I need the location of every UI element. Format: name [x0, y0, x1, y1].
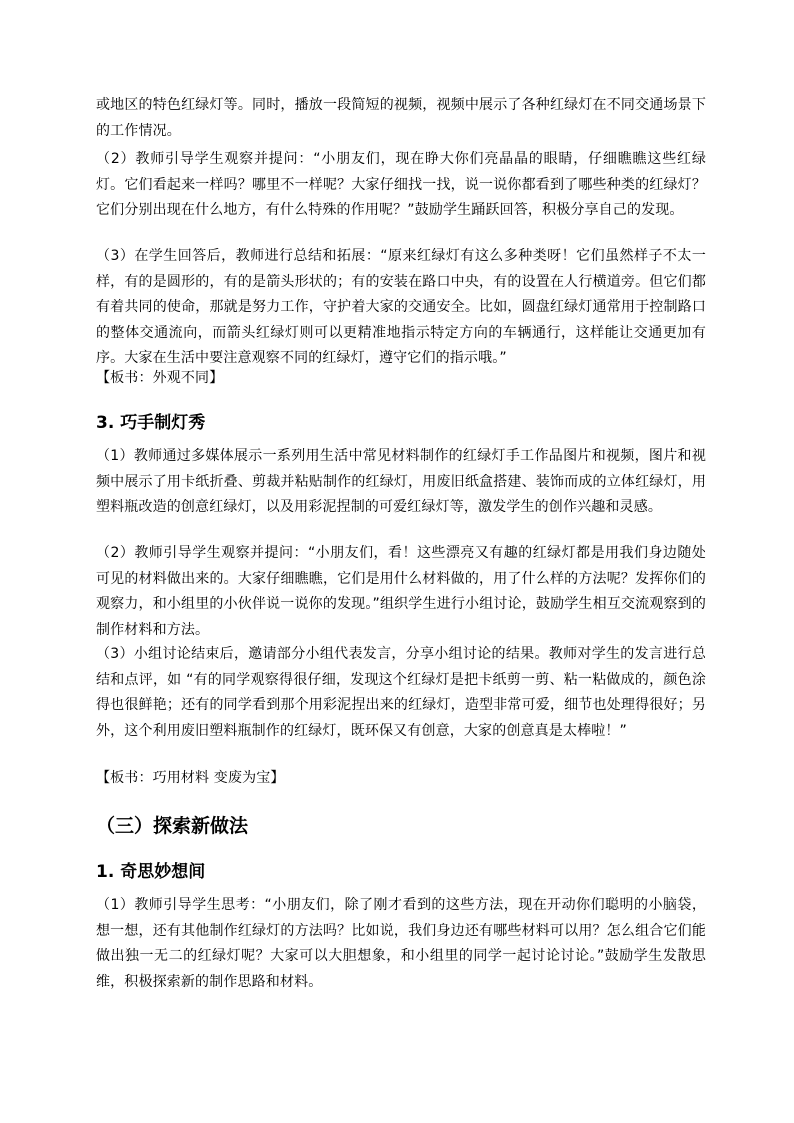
craft-display-paragraph: （1）教师通过多媒体展示一系列用生活中常见材料制作的红绿灯手工作品图片和视频，图片和视频中展示了用卡纸折叠、剪裁并粘贴制作的红绿灯，用废旧纸盒搭建、装饰而成的立体红绿灯，用塑料瓶改造的创意红绿灯，以及用彩泥捏制的可爱红绿灯等，激发学生的创作兴趣和灵感。	[96, 448, 706, 515]
imagination-paragraph: （1）教师引导学生思考：“小朋友们，除了刚才看到的这些方法，现在开动你们聪明的小脑袋，想一想，还有其他制作红绿灯的方法吗？比如说，我们身边还有哪些材料可以用？怎么组合它们能做出独一无二的红绿灯呢？大家可以大胆想象，和小组里的同学一起讨论讨论。”鼓励学生发散思维，积极探索新的制作思路和材料。	[96, 897, 706, 990]
observe-question-paragraph: （2）教师引导学生观察并提问：“小朋友们，现在睁大你们亮晶晶的眼睛，仔细瞧瞧这些红绿灯。它们看起来一样吗？哪里不一样呢？大家仔细找一找，说一说你都看到了哪些种类的红绿灯？它们分别出现在什么地方，有什么特殊的作用呢？”鼓励学生踊跃回答，积极分享自己的发现。	[96, 151, 706, 218]
group-share-paragraph: （3）小组讨论结束后，邀请部分小组代表发言，分享小组讨论的结果。教师对学生的发言进行总结和点评，如 “有的同学观察得很仔细，发现这个红绿灯是把卡纸剪一剪、粘一粘做成的，颜色涂得也很鲜艳；还有的同学看到那个用彩泥捏出来的红绿灯，造型非常可爱，细节也处理得很好；另外，这个利用废旧塑料瓶制作的红绿灯，既环保又有创意，大家的创意真是太棒啦！”	[96, 646, 706, 739]
teacher-summary-paragraph: （3）在学生回答后，教师进行总结和拓展：“原来红绿灯有这么多种类呀！它们虽然样子不太一样，有的是圆形的，有的是箭头形状的；有的安装在路口中央，有的设置在人行横道旁。但它们都有着共同的使命，那就是努力工作，守护着大家的交通安全。比如，圆盘红绿灯通常用于控制路口的整体交通流向，而箭头红绿灯则可以更精准地指示特定方向的车辆通行，这样能让交通更加有序。大家在生活中要注意观察不同的红绿灯，遵守它们的指示哦。”	[96, 248, 706, 366]
board-note-appearance: 【板书：外观不同】	[96, 370, 224, 386]
section-heading-explore: （三）探索新做法	[96, 815, 249, 837]
board-note-materials: 【板书：巧用材料 变废为宝】	[96, 770, 285, 786]
section-heading-3: 3. 巧手制灯秀	[96, 413, 206, 433]
section-heading-1: 1. 奇思妙想间	[96, 862, 206, 882]
craft-observe-paragraph: （2）教师引导学生观察并提问：“小朋友们，看！这些漂亮又有趣的红绿灯都是用我们身边随处可见的材料做出来的。大家仔细瞧瞧，它们是用什么材料做的，用了什么样的方法呢？发挥你们的观察力，和小组里的小伙伴说一说你的发现。”组织学生进行小组讨论，鼓励学生相互交流观察到的制作材料和方法。	[96, 545, 706, 638]
intro-continuation-paragraph: 或地区的特色红绿灯等。同时，播放一段简短的视频，视频中展示了各种红绿灯在不同交通场景下的工作情况。	[96, 97, 706, 139]
